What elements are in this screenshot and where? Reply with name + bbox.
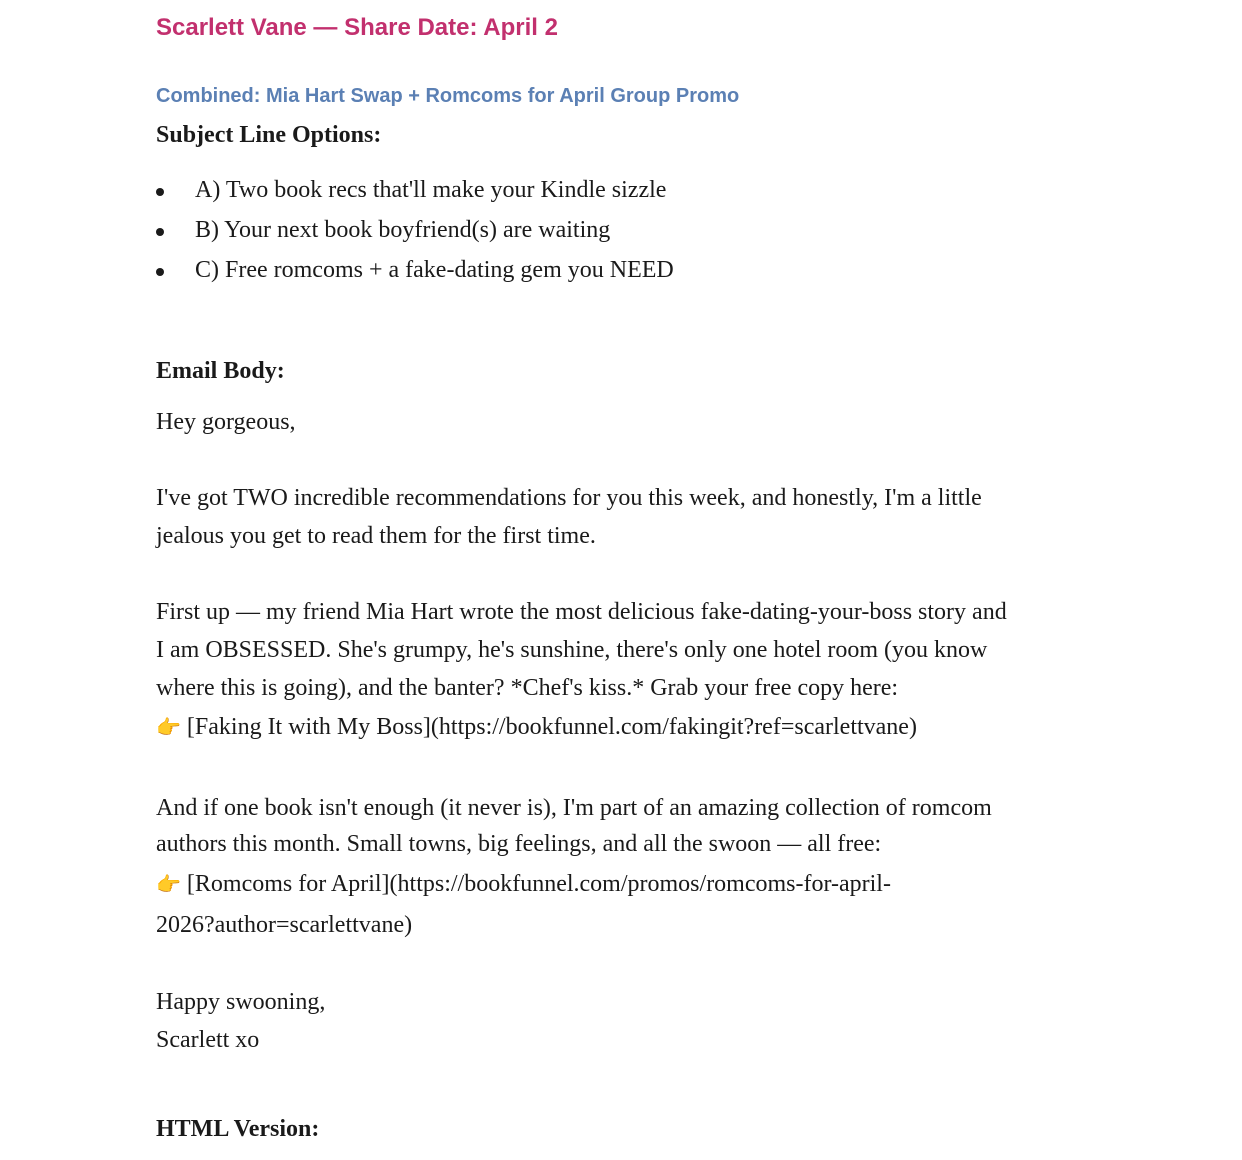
email-body-label: Email Body: [156,358,285,384]
pointing-hand-icon: 👉 [156,874,181,896]
paragraph-line: where this is going), and the banter? *Chef's kiss.* Grab your free copy here: [156,675,899,701]
page-title: Scarlett Vane — Share Date: April 2 [156,14,558,41]
promo-link-faking-it[interactable]: 👉 [Faking It with My Boss](https://bookfunnel.com/fakingit?ref=scarlettvane) [156,714,917,740]
html-version-label: HTML Version: [156,1116,320,1142]
promo-link-romcoms[interactable]: 👉 [Romcoms for April](https://bookfunnel.com/promos/romcoms-for-april- [156,871,891,897]
promo-link-romcoms-continued[interactable]: 2026?author=scarlettvane) [156,912,413,938]
paragraph-line: First up — my friend Mia Hart wrote the most delicious fake-dating-your-boss story and [156,599,1007,625]
subject-line-label: Subject Line Options: [156,122,382,148]
greeting: Hey gorgeous, [156,409,296,435]
section-heading: Combined: Mia Hart Swap + Romcoms for April Group Promo [156,85,740,107]
paragraph-line: jealous you get to read them for the first time. [156,523,596,549]
signoff-line: Happy swooning, [156,989,326,1015]
pointing-hand-icon: 👉 [156,717,181,739]
paragraph-line: And if one book isn't enough (it never is), I'm part of an amazing collection of romcom [156,795,992,821]
paragraph-line: I am OBSESSED. She's grumpy, he's sunshine, there's only one hotel room (you know [156,637,988,663]
paragraph-line: I've got TWO incredible recommendations for you this week, and honestly, I'm a little [156,485,982,511]
paragraph-line: authors this month. Small towns, big feelings, and all the swoon — all free: [156,831,882,857]
bullet-icon [156,228,164,236]
bullet-icon [156,188,164,196]
bullet-icon [156,268,164,276]
signature: Scarlett xo [156,1027,260,1053]
